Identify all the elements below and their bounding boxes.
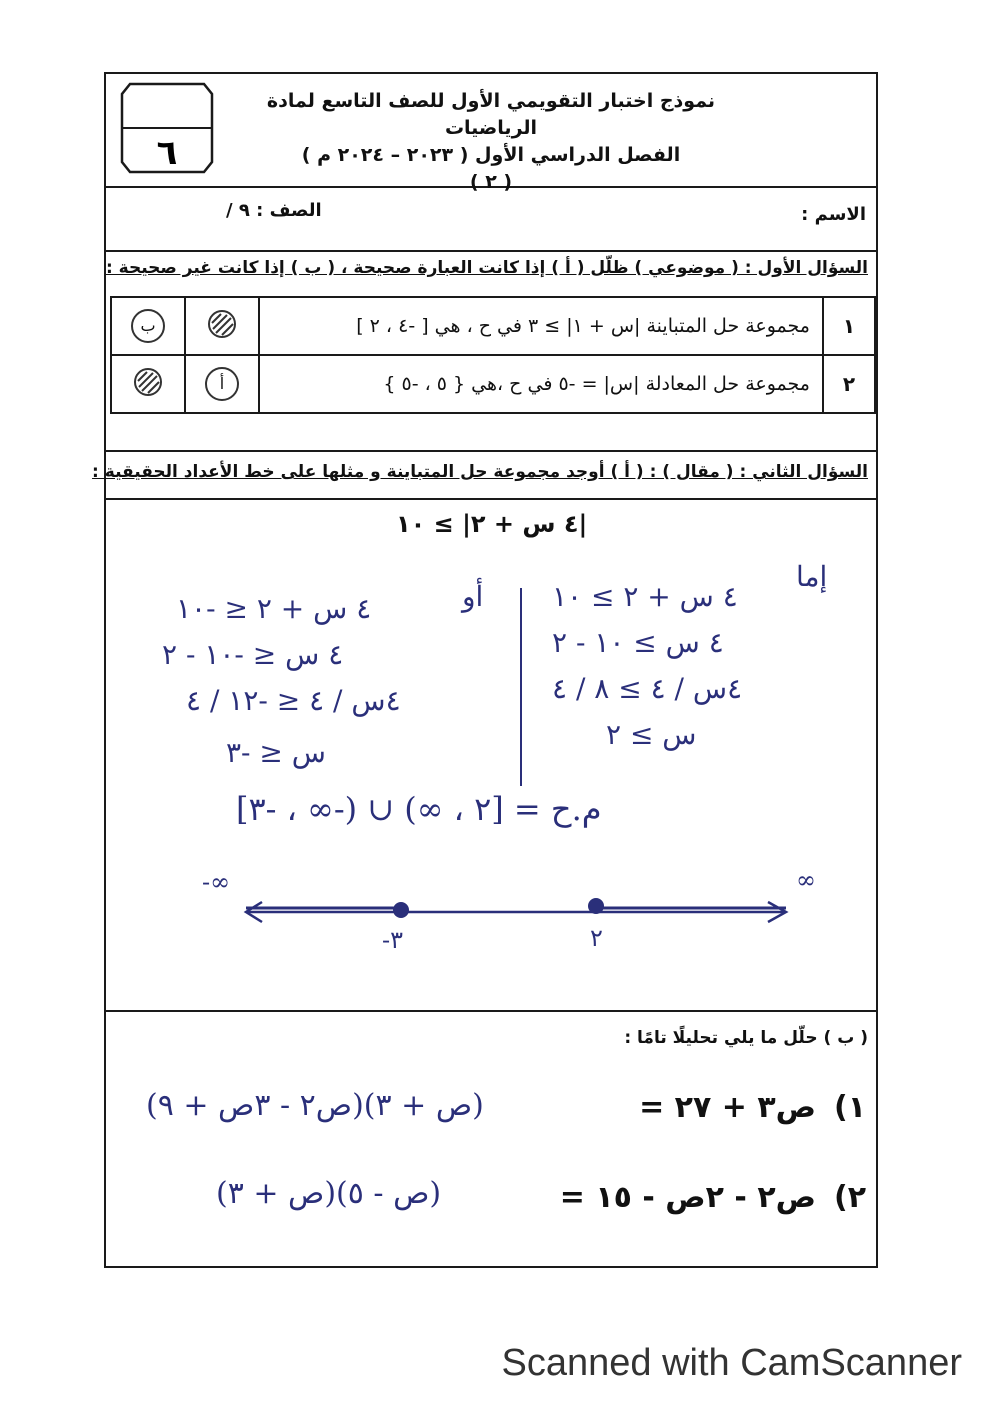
point-neg3-label: -٣ [382, 926, 403, 954]
work-left-4: س ≤ -٣ [226, 736, 326, 769]
exam-sheet [92, 72, 878, 1268]
part-b-heading: ( ب ) حلّل ما يلي تحليلًا تامًا : [624, 1028, 868, 1048]
scanner-watermark: Scanned with CamScanner [501, 1342, 962, 1384]
work-right-3: ٤س / ٤ ≥ ٨ / ٤ [552, 672, 743, 705]
true-false-table [110, 296, 876, 414]
factor-2-number: ٢) [833, 1180, 866, 1215]
option-a-cell[interactable] [185, 355, 259, 413]
work-or: أو [462, 580, 484, 613]
exam-header [106, 74, 876, 193]
name-label: الاسم : [801, 204, 866, 225]
shaded-bubble-icon [133, 367, 163, 397]
statement-1: مجموعة حل المتباينة |س + ١| ≥ ٣ في ح ، هي [ -٤ ، ٢ ] [259, 297, 823, 355]
row-number-1: ١ [823, 297, 875, 355]
factor-1-answer: (ص + ٣)(ص٢ - ٣ص + ٩) [146, 1088, 484, 1123]
solution-set: م.ح = [٢ ، ∞) ∪ (-∞ ، -٣] [236, 790, 602, 828]
exam-title [256, 88, 726, 196]
table-row [111, 297, 875, 355]
work-right-4: س ≥ ٢ [606, 718, 697, 751]
option-a-cell[interactable] [185, 297, 259, 355]
number-line [216, 860, 816, 980]
option-a[interactable]: أ [205, 367, 239, 401]
work-left-2: ٤ س ≤ -١٠ - ٢ [162, 638, 344, 671]
student-info [106, 188, 876, 252]
work-left-3: ٤س / ٤ ≤ -١٢ / ٤ [186, 684, 401, 717]
table-row [111, 355, 875, 413]
grade-mark: ٦ [156, 133, 178, 173]
point-2-label: ٢ [590, 924, 603, 952]
work-left-1: ٤ س + ٢ ≤ -١٠ [176, 592, 372, 625]
title-line-1: نموذج اختبار التقويمي الأول للصف التاسع لمادة الرياضيات [266, 90, 716, 139]
title-line-2: الفصل الدراسي الأول ( ٢٠٢٣ – ٢٠٢٤ م ) [301, 144, 681, 166]
factor-1-expression: ص٣ + ٢٧ = [639, 1090, 816, 1125]
work-right-1: ٤ س + ٢ ≥ ١٠ [552, 580, 738, 613]
option-b-cell[interactable] [111, 297, 185, 355]
factor-2-expression: ص٢ - ٢ص - ١٥ = [559, 1180, 816, 1215]
work-divider [520, 588, 522, 786]
question-2-heading-band [92, 452, 876, 500]
inequality: |٤ س + ٢| ≥ ١٠ [396, 510, 588, 538]
question-1-heading: السؤال الأول : ( موضوعي ) ظلّل ( أ ) إذا كانت العبارة صحيحة ، ( ب ) إذا كانت غير صحيحة : [105, 258, 868, 278]
question-2-work [106, 500, 876, 1012]
factor-1-number: ١) [833, 1090, 866, 1125]
work-intro: إما [796, 560, 828, 593]
question-2-part-b [106, 1012, 876, 1270]
question-2-heading: السؤال الثاني : ( مقال ) : ( أ ) أوجد مجموعة حل المتباينة و مثلها على خط الأعداد الحقيقية : [92, 462, 868, 482]
pos-infinity-label: ∞ [796, 866, 816, 894]
neg-infinity-label: -∞ [202, 868, 231, 896]
work-right-2: ٤ س ≥ ١٠ - ٢ [552, 626, 724, 659]
option-b-cell[interactable] [111, 355, 185, 413]
grade-badge [120, 82, 214, 174]
class-label: الصف : ٩ / [226, 200, 322, 221]
shaded-bubble-icon [207, 309, 237, 339]
title-line-3: ( ٢ ) [469, 171, 513, 193]
question-1 [106, 252, 876, 452]
option-b[interactable]: ب [131, 309, 165, 343]
factor-2-answer: (ص - ٥)(ص + ٣) [216, 1176, 442, 1211]
row-number-2: ٢ [823, 355, 875, 413]
statement-2: مجموعة حل المعادلة |س| = -٥ في ح ،هي { ٥ ، -٥ } [259, 355, 823, 413]
